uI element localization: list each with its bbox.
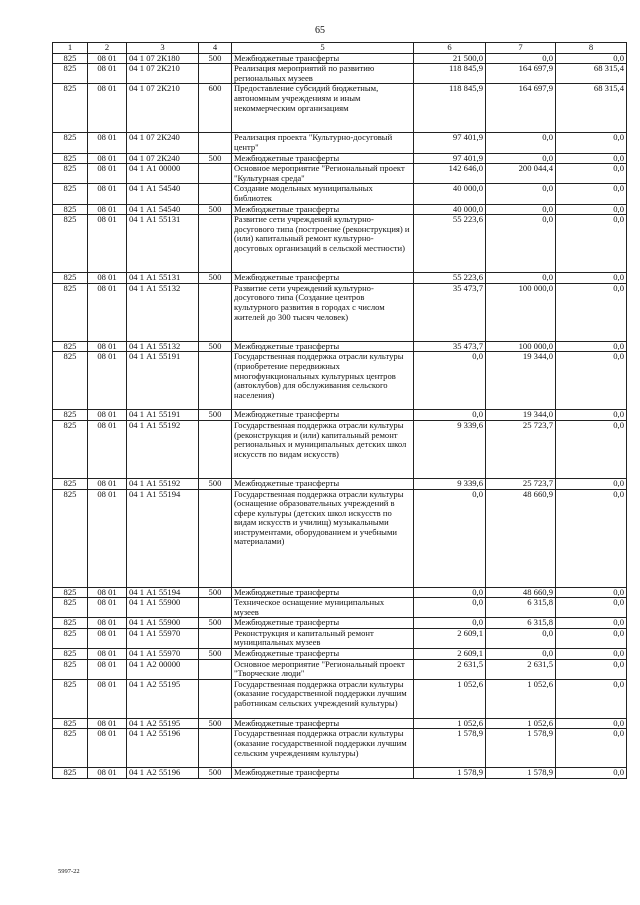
cell-expense-type xyxy=(199,420,232,478)
column-header: 3 xyxy=(127,43,199,54)
cell-admin-code: 825 xyxy=(53,649,88,660)
cell-admin-code: 825 xyxy=(53,341,88,352)
table-row xyxy=(53,184,627,204)
cell-amount-year2: 100 000,0 xyxy=(486,283,556,341)
cell-admin-code: 825 xyxy=(53,679,88,718)
cell-section: 08 01 xyxy=(88,649,127,660)
cell-target-article: 04 1 А1 55192 xyxy=(127,420,199,478)
table-row xyxy=(53,420,627,478)
cell-amount-year3: 0,0 xyxy=(556,659,627,679)
cell-target-article: 04 1 А1 55131 xyxy=(127,215,199,273)
cell-amount-year2: 164 697,9 xyxy=(486,64,556,84)
cell-amount-year2: 1 052,6 xyxy=(486,718,556,729)
column-header: 1 xyxy=(53,43,88,54)
cell-amount-year3: 68 315,4 xyxy=(556,64,627,84)
cell-amount-year3: 0,0 xyxy=(556,273,627,284)
cell-name: Межбюджетные трансферты xyxy=(232,341,414,352)
table-row xyxy=(53,478,627,489)
cell-amount-year1: 1 052,6 xyxy=(414,679,486,718)
cell-expense-type: 500 xyxy=(199,410,232,421)
cell-expense-type: 500 xyxy=(199,618,232,629)
cell-name: Межбюджетные трансферты xyxy=(232,410,414,421)
cell-admin-code: 825 xyxy=(53,64,88,84)
cell-expense-type: 600 xyxy=(199,84,232,133)
cell-admin-code: 825 xyxy=(53,215,88,273)
table-row xyxy=(53,679,627,718)
table-row xyxy=(53,133,627,153)
cell-amount-year2: 0,0 xyxy=(486,273,556,284)
cell-admin-code: 825 xyxy=(53,659,88,679)
cell-amount-year2: 0,0 xyxy=(486,133,556,153)
cell-amount-year3: 0,0 xyxy=(556,164,627,184)
cell-name: Государственная поддержка отрасли культуры (оказание государственной поддержки лучшим сельским учреждениям культуры) xyxy=(232,729,414,768)
cell-name: Техническое оснащение муниципальных музеев xyxy=(232,598,414,618)
cell-name: Реализация мероприятий по развитию региональных музеев xyxy=(232,64,414,84)
cell-expense-type: 500 xyxy=(199,478,232,489)
cell-target-article: 04 1 07 2К240 xyxy=(127,153,199,164)
cell-expense-type: 500 xyxy=(199,273,232,284)
cell-section: 08 01 xyxy=(88,628,127,648)
cell-amount-year2: 1 052,6 xyxy=(486,679,556,718)
cell-amount-year1: 9 339,6 xyxy=(414,478,486,489)
cell-admin-code: 825 xyxy=(53,628,88,648)
cell-section: 08 01 xyxy=(88,478,127,489)
cell-amount-year1: 0,0 xyxy=(414,352,486,410)
cell-target-article: 04 1 07 2К210 xyxy=(127,64,199,84)
cell-amount-year1: 9 339,6 xyxy=(414,420,486,478)
cell-section: 08 01 xyxy=(88,659,127,679)
cell-target-article: 04 1 А1 55970 xyxy=(127,649,199,660)
cell-section: 08 01 xyxy=(88,410,127,421)
cell-name: Межбюджетные трансферты xyxy=(232,718,414,729)
budget-table xyxy=(52,42,627,779)
cell-expense-type: 500 xyxy=(199,341,232,352)
cell-amount-year2: 48 660,9 xyxy=(486,489,556,587)
cell-amount-year3: 68 315,4 xyxy=(556,84,627,133)
cell-name: Развитие сети учреждений культурно-досугового типа (построение (реконструкция) и (или) капитальный ремонт культурно-досуговых организаций в сельской местности) xyxy=(232,215,414,273)
column-header: 4 xyxy=(199,43,232,54)
table-header-row xyxy=(53,43,627,54)
cell-amount-year1: 0,0 xyxy=(414,598,486,618)
cell-amount-year3: 0,0 xyxy=(556,410,627,421)
cell-expense-type xyxy=(199,729,232,768)
cell-admin-code: 825 xyxy=(53,184,88,204)
cell-section: 08 01 xyxy=(88,184,127,204)
cell-name: Межбюджетные трансферты xyxy=(232,618,414,629)
cell-admin-code: 825 xyxy=(53,273,88,284)
cell-admin-code: 825 xyxy=(53,204,88,215)
cell-expense-type: 500 xyxy=(199,587,232,598)
cell-expense-type xyxy=(199,64,232,84)
cell-name: Создание модельных муниципальных библиотек xyxy=(232,184,414,204)
cell-amount-year2: 19 344,0 xyxy=(486,352,556,410)
cell-amount-year3: 0,0 xyxy=(556,729,627,768)
cell-amount-year1: 55 223,6 xyxy=(414,273,486,284)
cell-target-article: 04 1 07 2К240 xyxy=(127,133,199,153)
cell-admin-code: 825 xyxy=(53,489,88,587)
cell-amount-year1: 40 000,0 xyxy=(414,204,486,215)
cell-amount-year3: 0,0 xyxy=(556,184,627,204)
cell-target-article: 04 1 А1 55191 xyxy=(127,352,199,410)
cell-expense-type: 500 xyxy=(199,204,232,215)
cell-amount-year3: 0,0 xyxy=(556,341,627,352)
column-header: 8 xyxy=(556,43,627,54)
cell-admin-code: 825 xyxy=(53,718,88,729)
cell-amount-year3: 0,0 xyxy=(556,649,627,660)
cell-amount-year1: 0,0 xyxy=(414,410,486,421)
cell-amount-year1: 2 609,1 xyxy=(414,628,486,648)
cell-amount-year1: 55 223,6 xyxy=(414,215,486,273)
cell-admin-code: 825 xyxy=(53,84,88,133)
table-row xyxy=(53,64,627,84)
cell-section: 08 01 xyxy=(88,768,127,779)
cell-target-article: 04 1 А2 55195 xyxy=(127,718,199,729)
cell-name: Межбюджетные трансферты xyxy=(232,478,414,489)
cell-amount-year1: 0,0 xyxy=(414,587,486,598)
cell-name: Государственная поддержка отрасли культуры (приобретение передвижных многофункциональных культурных центров (автоклубов) для обслуживания сельского населения) xyxy=(232,352,414,410)
cell-section: 08 01 xyxy=(88,153,127,164)
cell-name: Межбюджетные трансферты xyxy=(232,768,414,779)
table-row xyxy=(53,410,627,421)
table-row xyxy=(53,53,627,64)
cell-admin-code: 825 xyxy=(53,153,88,164)
cell-expense-type: 500 xyxy=(199,53,232,64)
table-row xyxy=(53,649,627,660)
cell-target-article: 04 1 А1 54540 xyxy=(127,204,199,215)
cell-name: Межбюджетные трансферты xyxy=(232,649,414,660)
cell-admin-code: 825 xyxy=(53,283,88,341)
cell-section: 08 01 xyxy=(88,215,127,273)
table-row xyxy=(53,489,627,587)
cell-target-article: 04 1 А1 55900 xyxy=(127,618,199,629)
column-header: 2 xyxy=(88,43,127,54)
table-row xyxy=(53,273,627,284)
cell-amount-year1: 0,0 xyxy=(414,618,486,629)
cell-amount-year2: 0,0 xyxy=(486,649,556,660)
cell-section: 08 01 xyxy=(88,718,127,729)
cell-name: Основное мероприятие "Региональный проект "Творческие люди" xyxy=(232,659,414,679)
cell-amount-year2: 1 578,9 xyxy=(486,768,556,779)
table-row xyxy=(53,204,627,215)
page-number: 65 xyxy=(315,25,325,36)
cell-admin-code: 825 xyxy=(53,420,88,478)
cell-amount-year2: 25 723,7 xyxy=(486,420,556,478)
cell-amount-year1: 1 052,6 xyxy=(414,718,486,729)
cell-amount-year1: 118 845,9 xyxy=(414,64,486,84)
cell-target-article: 04 1 А1 55131 xyxy=(127,273,199,284)
table-row xyxy=(53,352,627,410)
cell-section: 08 01 xyxy=(88,84,127,133)
cell-expense-type xyxy=(199,489,232,587)
cell-amount-year1: 40 000,0 xyxy=(414,184,486,204)
cell-amount-year1: 1 578,9 xyxy=(414,729,486,768)
table-row xyxy=(53,341,627,352)
table-row xyxy=(53,283,627,341)
cell-section: 08 01 xyxy=(88,273,127,284)
cell-section: 08 01 xyxy=(88,420,127,478)
cell-name: Государственная поддержка отрасли культуры (оснащение образовательных учреждений в сфере культуры (детских школ искусств по видам искусств и училищ) музыкальными инструментами, оборудованием и учебными материалами) xyxy=(232,489,414,587)
cell-amount-year3: 0,0 xyxy=(556,598,627,618)
cell-name: Реализация проекта "Культурно-досуговый центр" xyxy=(232,133,414,153)
cell-amount-year1: 97 401,9 xyxy=(414,153,486,164)
table-row xyxy=(53,659,627,679)
cell-amount-year3: 0,0 xyxy=(556,768,627,779)
cell-admin-code: 825 xyxy=(53,410,88,421)
cell-amount-year1: 142 646,0 xyxy=(414,164,486,184)
table-row xyxy=(53,768,627,779)
cell-amount-year2: 0,0 xyxy=(486,628,556,648)
cell-target-article: 04 1 А1 55191 xyxy=(127,410,199,421)
cell-admin-code: 825 xyxy=(53,598,88,618)
table-row xyxy=(53,598,627,618)
cell-amount-year1: 2 609,1 xyxy=(414,649,486,660)
cell-target-article: 04 1 07 2К180 xyxy=(127,53,199,64)
cell-expense-type xyxy=(199,628,232,648)
table-row xyxy=(53,718,627,729)
cell-amount-year3: 0,0 xyxy=(556,53,627,64)
cell-name: Развитие сети учреждений культурно-досугового типа (Создание центров культурного развития в городах с числом жителей до 300 тысяч человек) xyxy=(232,283,414,341)
cell-expense-type xyxy=(199,352,232,410)
cell-amount-year2: 6 315,8 xyxy=(486,618,556,629)
cell-amount-year1: 118 845,9 xyxy=(414,84,486,133)
cell-target-article: 04 1 А1 55900 xyxy=(127,598,199,618)
cell-admin-code: 825 xyxy=(53,729,88,768)
cell-name: Государственная поддержка отрасли культуры (оказание государственной поддержки лучшим работникам сельских учреждений культуры) xyxy=(232,679,414,718)
cell-expense-type xyxy=(199,133,232,153)
cell-amount-year2: 200 044,4 xyxy=(486,164,556,184)
cell-amount-year3: 0,0 xyxy=(556,420,627,478)
cell-amount-year3: 0,0 xyxy=(556,153,627,164)
cell-expense-type: 500 xyxy=(199,649,232,660)
cell-section: 08 01 xyxy=(88,64,127,84)
cell-amount-year3: 0,0 xyxy=(556,489,627,587)
cell-target-article: 04 1 А1 55132 xyxy=(127,283,199,341)
cell-amount-year3: 0,0 xyxy=(556,204,627,215)
cell-section: 08 01 xyxy=(88,53,127,64)
column-header: 6 xyxy=(414,43,486,54)
cell-section: 08 01 xyxy=(88,341,127,352)
table-row xyxy=(53,164,627,184)
cell-amount-year3: 0,0 xyxy=(556,283,627,341)
table-row xyxy=(53,587,627,598)
cell-section: 08 01 xyxy=(88,729,127,768)
cell-amount-year3: 0,0 xyxy=(556,718,627,729)
cell-expense-type xyxy=(199,659,232,679)
cell-target-article: 04 1 А1 55192 xyxy=(127,478,199,489)
cell-amount-year2: 0,0 xyxy=(486,215,556,273)
table-row xyxy=(53,153,627,164)
cell-amount-year1: 0,0 xyxy=(414,489,486,587)
cell-expense-type: 500 xyxy=(199,718,232,729)
column-header: 5 xyxy=(232,43,414,54)
cell-expense-type: 500 xyxy=(199,153,232,164)
cell-amount-year2: 6 315,8 xyxy=(486,598,556,618)
cell-target-article: 04 1 А1 55970 xyxy=(127,628,199,648)
cell-section: 08 01 xyxy=(88,283,127,341)
table-row xyxy=(53,84,627,133)
cell-expense-type xyxy=(199,215,232,273)
cell-target-article: 04 1 А2 00000 xyxy=(127,659,199,679)
cell-amount-year1: 21 500,0 xyxy=(414,53,486,64)
cell-amount-year2: 1 578,9 xyxy=(486,729,556,768)
cell-target-article: 04 1 А1 00000 xyxy=(127,164,199,184)
cell-amount-year1: 35 473,7 xyxy=(414,341,486,352)
cell-amount-year1: 97 401,9 xyxy=(414,133,486,153)
cell-amount-year3: 0,0 xyxy=(556,587,627,598)
cell-admin-code: 825 xyxy=(53,53,88,64)
table-row xyxy=(53,628,627,648)
cell-amount-year2: 2 631,5 xyxy=(486,659,556,679)
cell-name: Межбюджетные трансферты xyxy=(232,204,414,215)
cell-target-article: 04 1 А1 55194 xyxy=(127,489,199,587)
cell-amount-year2: 164 697,9 xyxy=(486,84,556,133)
cell-name: Межбюджетные трансферты xyxy=(232,587,414,598)
cell-amount-year3: 0,0 xyxy=(556,679,627,718)
cell-target-article: 04 1 07 2К210 xyxy=(127,84,199,133)
cell-target-article: 04 1 А1 55132 xyxy=(127,341,199,352)
cell-amount-year2: 100 000,0 xyxy=(486,341,556,352)
table-row xyxy=(53,618,627,629)
cell-name: Межбюджетные трансферты xyxy=(232,273,414,284)
cell-amount-year3: 0,0 xyxy=(556,478,627,489)
cell-amount-year1: 35 473,7 xyxy=(414,283,486,341)
cell-section: 08 01 xyxy=(88,164,127,184)
cell-target-article: 04 1 А1 55194 xyxy=(127,587,199,598)
cell-admin-code: 825 xyxy=(53,768,88,779)
cell-name: Предоставление субсидий бюджетным, автономным учреждениям и иным некоммерческим организациям xyxy=(232,84,414,133)
cell-amount-year3: 0,0 xyxy=(556,352,627,410)
cell-section: 08 01 xyxy=(88,587,127,598)
cell-amount-year3: 0,0 xyxy=(556,133,627,153)
cell-admin-code: 825 xyxy=(53,133,88,153)
cell-expense-type xyxy=(199,164,232,184)
cell-admin-code: 825 xyxy=(53,352,88,410)
cell-target-article: 04 1 А2 55196 xyxy=(127,729,199,768)
cell-admin-code: 825 xyxy=(53,618,88,629)
table-row xyxy=(53,215,627,273)
cell-amount-year3: 0,0 xyxy=(556,628,627,648)
cell-expense-type xyxy=(199,283,232,341)
cell-target-article: 04 1 А2 55196 xyxy=(127,768,199,779)
cell-amount-year2: 0,0 xyxy=(486,204,556,215)
table-row xyxy=(53,729,627,768)
cell-section: 08 01 xyxy=(88,489,127,587)
cell-amount-year1: 2 631,5 xyxy=(414,659,486,679)
cell-section: 08 01 xyxy=(88,204,127,215)
cell-target-article: 04 1 А1 54540 xyxy=(127,184,199,204)
cell-amount-year2: 19 344,0 xyxy=(486,410,556,421)
cell-name: Межбюджетные трансферты xyxy=(232,53,414,64)
column-header: 7 xyxy=(486,43,556,54)
cell-section: 08 01 xyxy=(88,618,127,629)
cell-amount-year2: 0,0 xyxy=(486,184,556,204)
cell-amount-year2: 48 660,9 xyxy=(486,587,556,598)
cell-amount-year3: 0,0 xyxy=(556,618,627,629)
cell-amount-year3: 0,0 xyxy=(556,215,627,273)
cell-expense-type xyxy=(199,184,232,204)
cell-section: 08 01 xyxy=(88,352,127,410)
cell-target-article: 04 1 А2 55195 xyxy=(127,679,199,718)
cell-section: 08 01 xyxy=(88,598,127,618)
table-body xyxy=(53,53,627,778)
footer-code: 5997-22 xyxy=(58,868,80,875)
cell-amount-year2: 0,0 xyxy=(486,153,556,164)
cell-expense-type xyxy=(199,679,232,718)
cell-amount-year1: 1 578,9 xyxy=(414,768,486,779)
cell-admin-code: 825 xyxy=(53,478,88,489)
cell-admin-code: 825 xyxy=(53,164,88,184)
cell-name: Государственная поддержка отрасли культуры (реконструкция и (или) капитальный ремонт региональных и муниципальных детских школ искусств по видам искусств) xyxy=(232,420,414,478)
cell-section: 08 01 xyxy=(88,133,127,153)
cell-expense-type: 500 xyxy=(199,768,232,779)
cell-name: Реконструкция и капитальный ремонт муниципальных музеев xyxy=(232,628,414,648)
cell-name: Межбюджетные трансферты xyxy=(232,153,414,164)
cell-amount-year2: 25 723,7 xyxy=(486,478,556,489)
cell-name: Основное мероприятие "Региональный проект "Культурная среда" xyxy=(232,164,414,184)
cell-section: 08 01 xyxy=(88,679,127,718)
cell-admin-code: 825 xyxy=(53,587,88,598)
cell-expense-type xyxy=(199,598,232,618)
cell-amount-year2: 0,0 xyxy=(486,53,556,64)
